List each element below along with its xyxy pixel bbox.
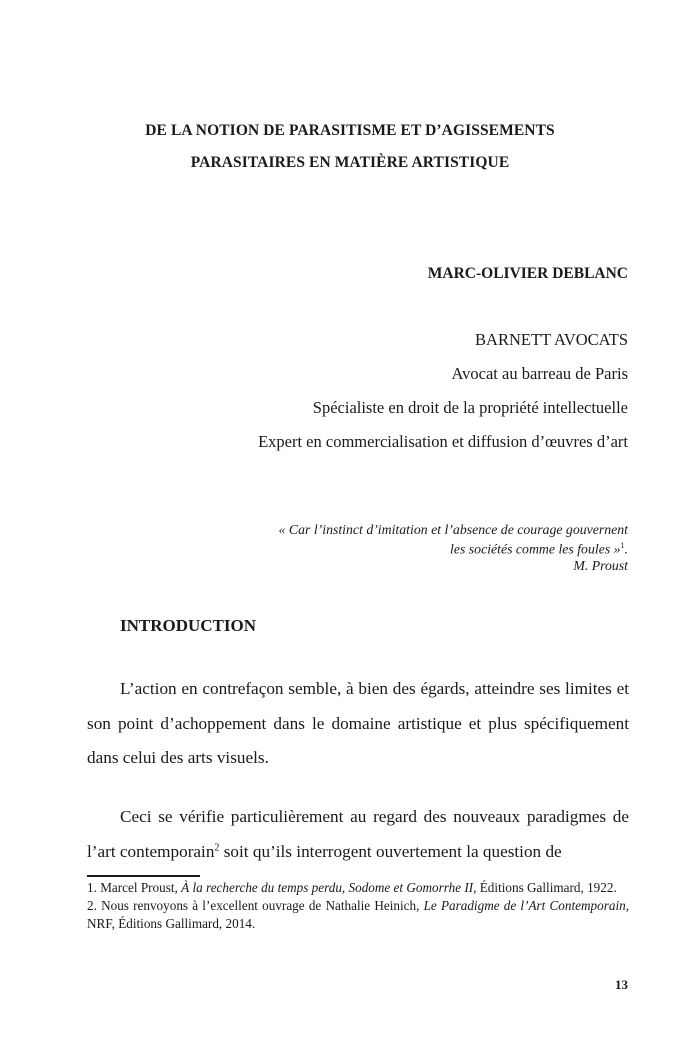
footnote-ref-2[interactable]: 2: [214, 841, 220, 853]
paragraph-2-text-before: Ceci se vérifie particulièrement au regard des nouveaux paradigmes de l’art contemporain: [87, 807, 629, 861]
footnote-ref-1[interactable]: 1: [620, 541, 625, 550]
epigraph-line-1: « Car l’instinct d’imitation et l’absence de courage gouvernent: [278, 522, 628, 537]
epigraph-line-2-tail: .: [624, 541, 628, 557]
author-affiliation-expertise: Expert en commercialisation et diffusion d’œuvres d’art: [258, 432, 628, 451]
paragraph-2-text-after: soit qu’ils interrogent ouvertement la question de: [219, 841, 562, 861]
author-name: MARC-OLIVIER DEBLANC: [427, 265, 628, 282]
footnote-separator: [87, 875, 200, 877]
footnote-2-suffix: , NRF, Éditions Gallimard, 2014.: [87, 898, 629, 931]
author-affiliation-bar: Avocat au barreau de Paris: [451, 364, 628, 383]
paragraph-2-text: [87, 800, 629, 869]
page-number: 13: [615, 977, 628, 992]
epigraph: [279, 522, 628, 574]
author-affiliation-firm: BARNETT AVOCATS: [475, 330, 628, 349]
epigraph-line-2: [279, 538, 628, 558]
footnote-1-suffix: Éditions Gallimard, 1922.: [476, 880, 617, 895]
footnote-1-title: À la recherche du temps perdu, Sodome et Gomorrhe II,: [181, 880, 477, 895]
footnote-2: [87, 897, 629, 933]
epigraph-attribution: M. Proust: [573, 557, 628, 573]
article-title-line-1: DE LA NOTION DE PARASITISME ET D’AGISSEMENTS: [145, 122, 555, 139]
footnote-1: [87, 879, 629, 897]
footnote-2-prefix: 2. Nous renvoyons à l’excellent ouvrage de Nathalie Heinich,: [87, 898, 424, 913]
footnote-1-prefix: 1. Marcel Proust,: [87, 880, 182, 895]
article-title-line-2: PARASITAIRES EN MATIÈRE ARTISTIQUE: [190, 154, 510, 171]
section-heading-introduction: INTRODUCTION: [120, 616, 257, 635]
footnote-2-title: Le Paradigme de l’Art Contemporain: [423, 898, 626, 913]
footnotes: [87, 879, 629, 933]
body-paragraph-2: [87, 800, 629, 869]
epigraph-line-2-text: les sociétés comme les foules »: [450, 541, 621, 557]
body-paragraph-1: [87, 672, 629, 776]
paragraph-1-text: L’action en contrefaçon semble, à bien des égards, atteindre ses limites et son point d’achoppement dans le domaine artistique et plus spécifiquement dans celui des arts visuels.: [87, 679, 629, 767]
author-affiliation-specialty: Spécialiste en droit de la propriété intellectuelle: [312, 398, 628, 417]
